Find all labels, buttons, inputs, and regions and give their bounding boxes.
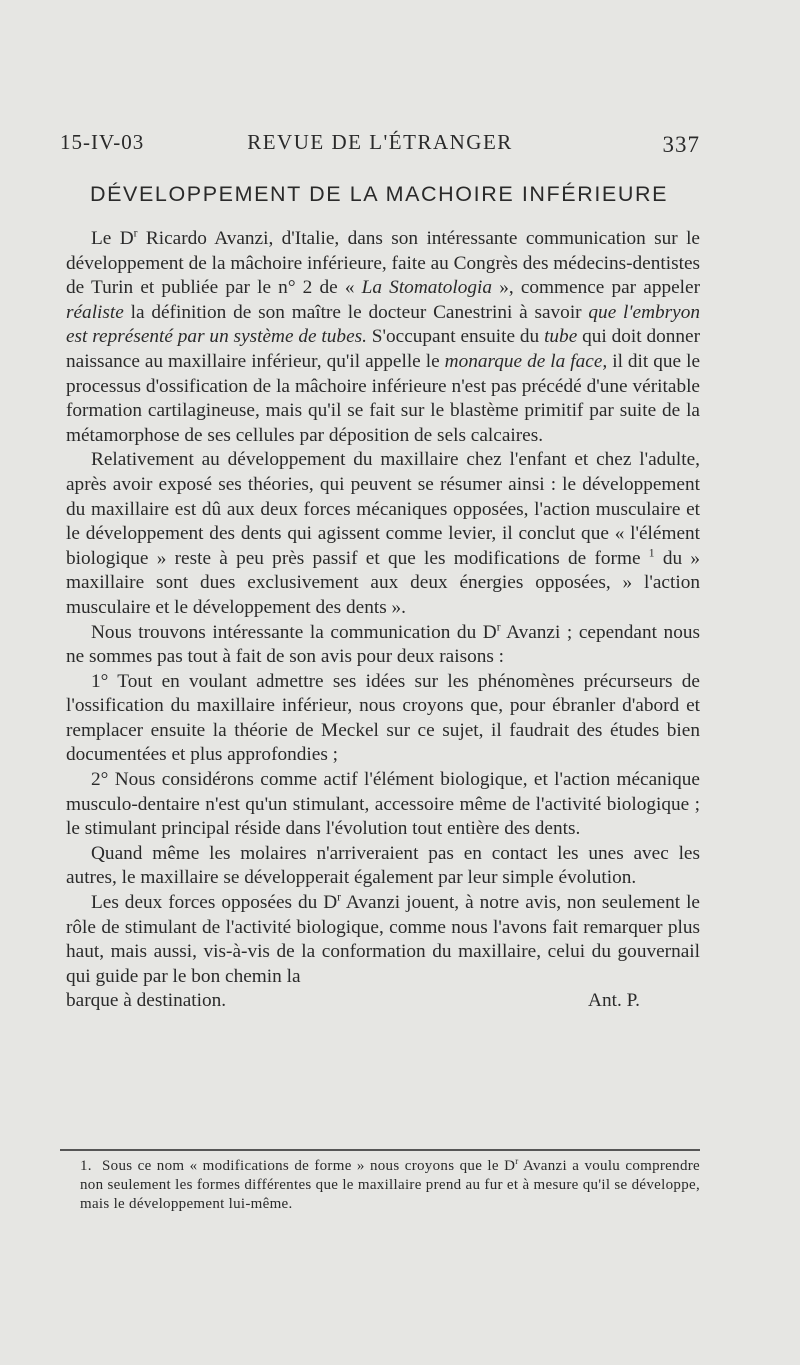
paragraph-3: Nous trouvons intéressante la communication du $D^r$ Avanzi ; cependant nous ne sommes pas tout à fait de son avis pour deux raisons : xyxy=(66,620,700,668)
paragraph-4: 1° Tout en voulant admettre ses idées sur les phénomènes précurseurs de l'ossification du maxillaire inférieur, nous croyons que, pour ébranler d'abord et remplacer ensuite la théorie de Meckel sur ce sujet, il faudrait des études bien documentées et plus approfondies ; xyxy=(66,670,700,766)
paragraph-6: Quand même les molaires n'arriveraient pas en contact les unes avec les autres, le maxillaire se développerait également par leur simple évolution. xyxy=(66,842,700,889)
journal-name: La Stomatologia xyxy=(361,277,493,299)
paragraph-1: Le $D^r$ Ricardo Avanzi, d'Italie, dans son intéressante communication sur le développement de la mâchoire inférieure, faite au Congrès des médecins-dentistes de Turin et publiée par le n° 2 de « La Stomatologia », commence par appeler réaliste la définition de son maître le docteur Canestrini à savoir que l'embryon est représenté par un système de tubes. S'occupant ensuite du tube qui doit donner naissance au maxillaire inférieur, qu'il appelle le monarque de la face, il dit que le processus d'ossification de la mâchoire inférieure n'est pas précédé d'une véritable formation cartilagineuse, mais qu'il se fait sur le blastème primitif par suite de la métamorphose de ses cellules par déposition de sels calcaires. xyxy=(66,226,700,446)
closing-line: barque à destination. Ant. P. xyxy=(66,989,700,1014)
running-head xyxy=(60,122,700,162)
paragraph-7: Les deux forces opposées du $D^r$ Avanzi jouent, à notre avis, non seulement le rôle de stimulant de l'activité biologique, comme nous l'avons fait remarquer plus haut, mais aussi, vis-à-vis de la conformation du maxillaire, celui du gouvernail qui guide par le bon chemin la xyxy=(66,890,700,987)
paragraph-5: 2° Nous considérons comme actif l'élément biologique, et l'action mécanique musculo-dentaire n'est qu'un stimulant, accessoire même de l'activité biologique ; le stimulant principal réside dans l'évolution tout entière des dents. xyxy=(66,769,700,840)
article-body xyxy=(66,227,700,1014)
paragraph-2: Relativement au développement du maxillaire chez l'enfant et chez l'adulte, après avoir exposé ses théories, qui peuvent se résumer ainsi : le développement du maxillaire est dû aux deux forces mécaniques opposées, l'action musculaire et le développement des dents qui agissent comme levier, il conclut que « l'élément biologique » reste à peu près passif et que les modifications de forme $^1$ du » maxillaire sont dues exclusivement aux deux énergies opposées, » l'action musculaire et le développement des dents ». xyxy=(66,449,700,618)
journal-title: REVUE DE L'ÉTRANGER xyxy=(247,130,513,154)
quoted-definition: que l'embryon est représenté par un système de tubes. xyxy=(66,301,700,348)
footnote: 1. Sous ce nom « modifications de forme » nous croyons que le $D^r$ Avanzi a voulu comprendre non seulement les formes différentes que le maxillaire prend au fur et à mesure qu'il se développe, mais le développement lui-même. xyxy=(80,1156,700,1213)
footnote-divider xyxy=(60,1149,700,1151)
article-title: DÉVELOPPEMENT DE LA MACHOIRE INFÉRIEURE xyxy=(89,182,669,206)
author-signature: Ant. P. xyxy=(588,990,640,1012)
issue-date: 15-IV-03 xyxy=(60,130,145,154)
page-number: 337 xyxy=(662,132,700,157)
footnote-reference: 1 xyxy=(648,546,655,560)
footnote-number: 1. xyxy=(80,1158,92,1174)
